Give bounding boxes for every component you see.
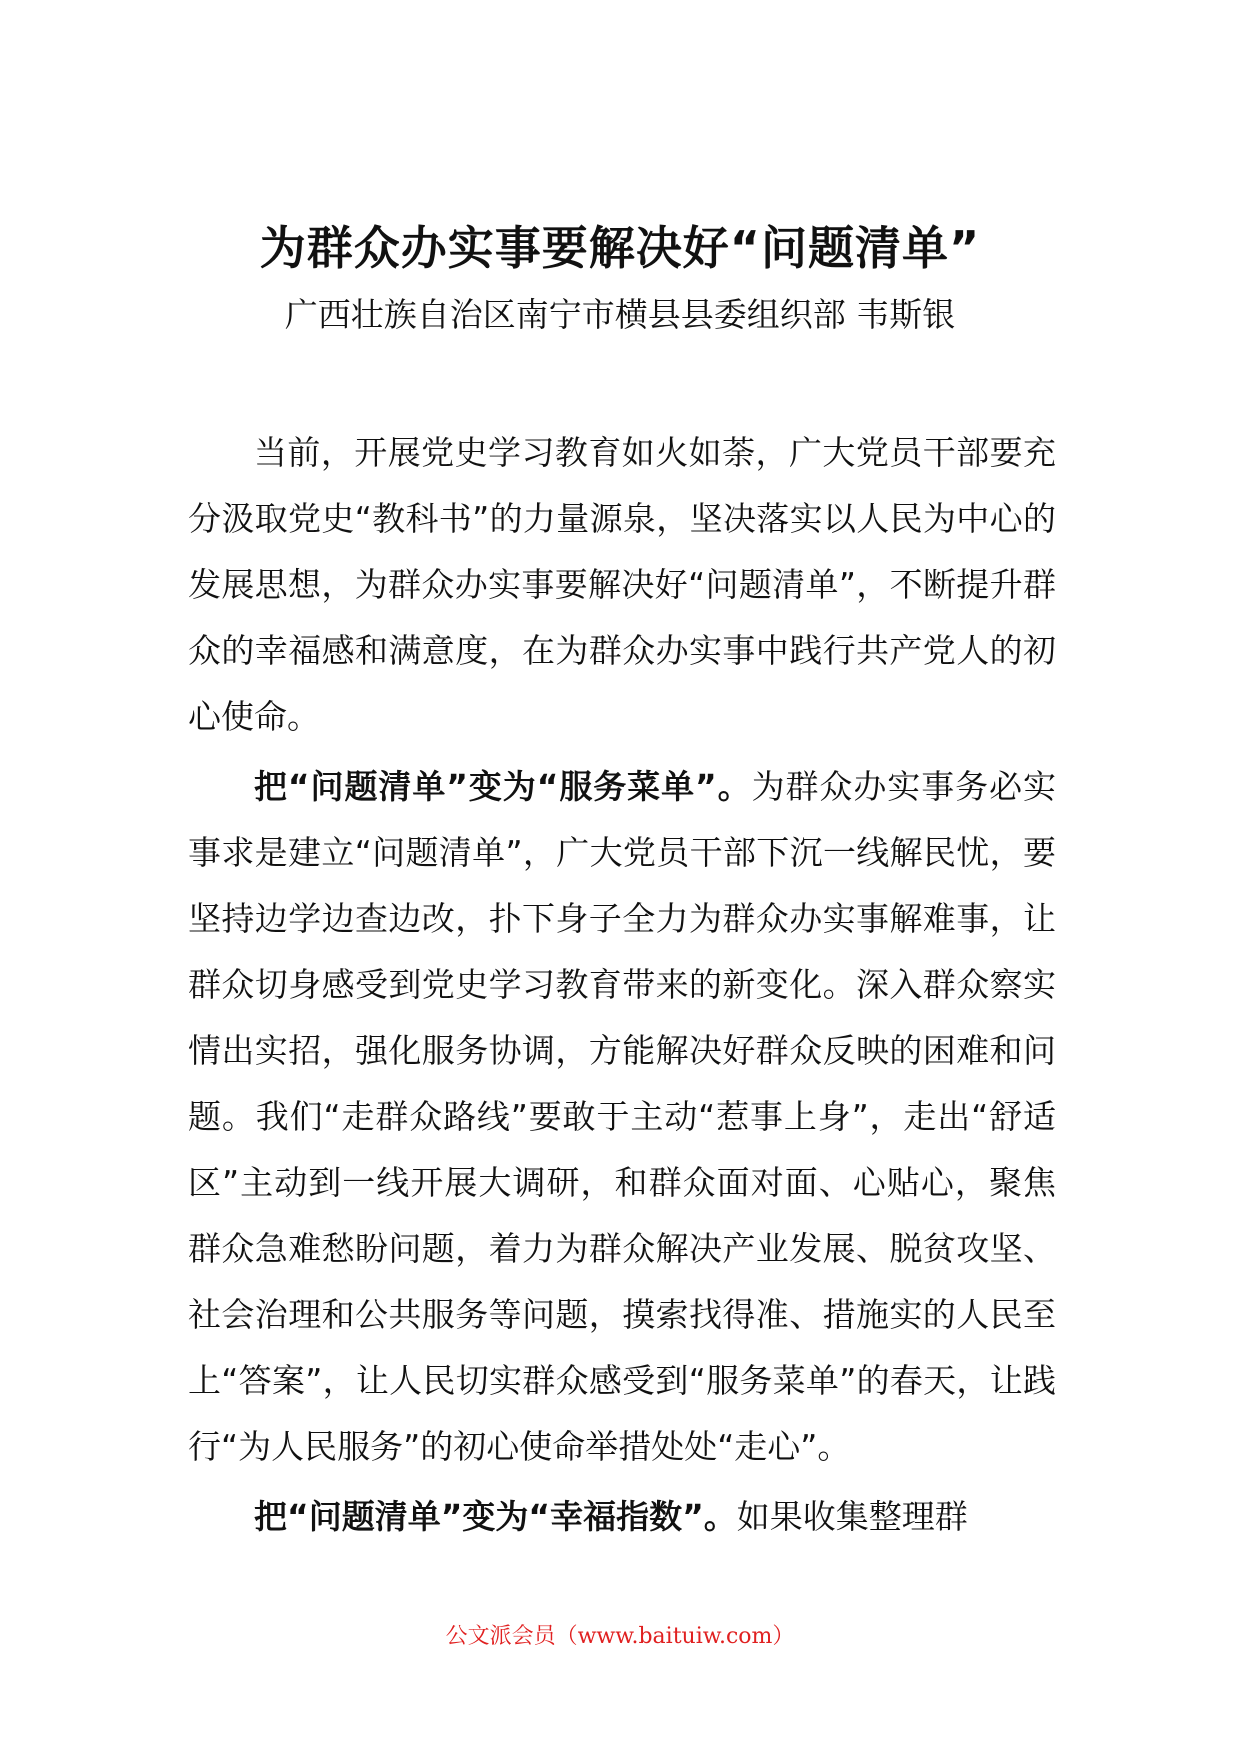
footer-watermark: 公文派会员（www.baituiw.com）: [445, 1624, 795, 1649]
document-body: [188, 420, 1056, 1554]
paragraph-text: 为群众办实事务必实事求是建立“问题清单”，广大党员干部下沉一线解民忧，要坚持边学边查边改，扑下身子全力为群众办实事解难事，让群众切身感受到党史学习教育带来的新变化。深入群众察实情出实招，强化服务协调，方能解决好群众反映的困难和问题。我们“走群众路线”要敢于主动“惹事上身”，走出“舒适区”主动到一线开展大调研，和群众面对面、心贴心，聚焦群众急难愁盼问题，着力为群众解决产业发展、脱贫攻坚、社会治理和公共服务等问题，摸索找得准、措施实的人民至上“答案”，让人民切实群众感受到“服务菜单”的春天，让践行“为人民服务”的初心使命举措处处“走心”。: [188, 767, 1056, 1466]
paragraph-lead: 把“问题清单”变为“幸福指数”。: [254, 1497, 737, 1536]
paragraph-3: [188, 1484, 1056, 1550]
paragraph-lead: 把“问题清单”变为“服务菜单”。: [254, 767, 752, 806]
document-title: 为群众办实事要解决好“问题清单”: [259, 221, 981, 275]
document-author: 广西壮族自治区南宁市横县县委组织部 韦斯银: [284, 295, 956, 334]
paragraph-text: 如果收集整理群: [736, 1497, 968, 1536]
paragraph-text: 当前，开展党史学习教育如火如荼，广大党员干部要充分汲取党史“教科书”的力量源泉，坚决落实以人民为中心的发展思想，为群众办实事要解决好“问题清单”，不断提升群众的幸福感和满意度，在为群众办实事中践行共产党人的初心使命。: [188, 433, 1056, 736]
paragraph-1: [188, 420, 1056, 750]
paragraph-2: [188, 754, 1056, 1480]
